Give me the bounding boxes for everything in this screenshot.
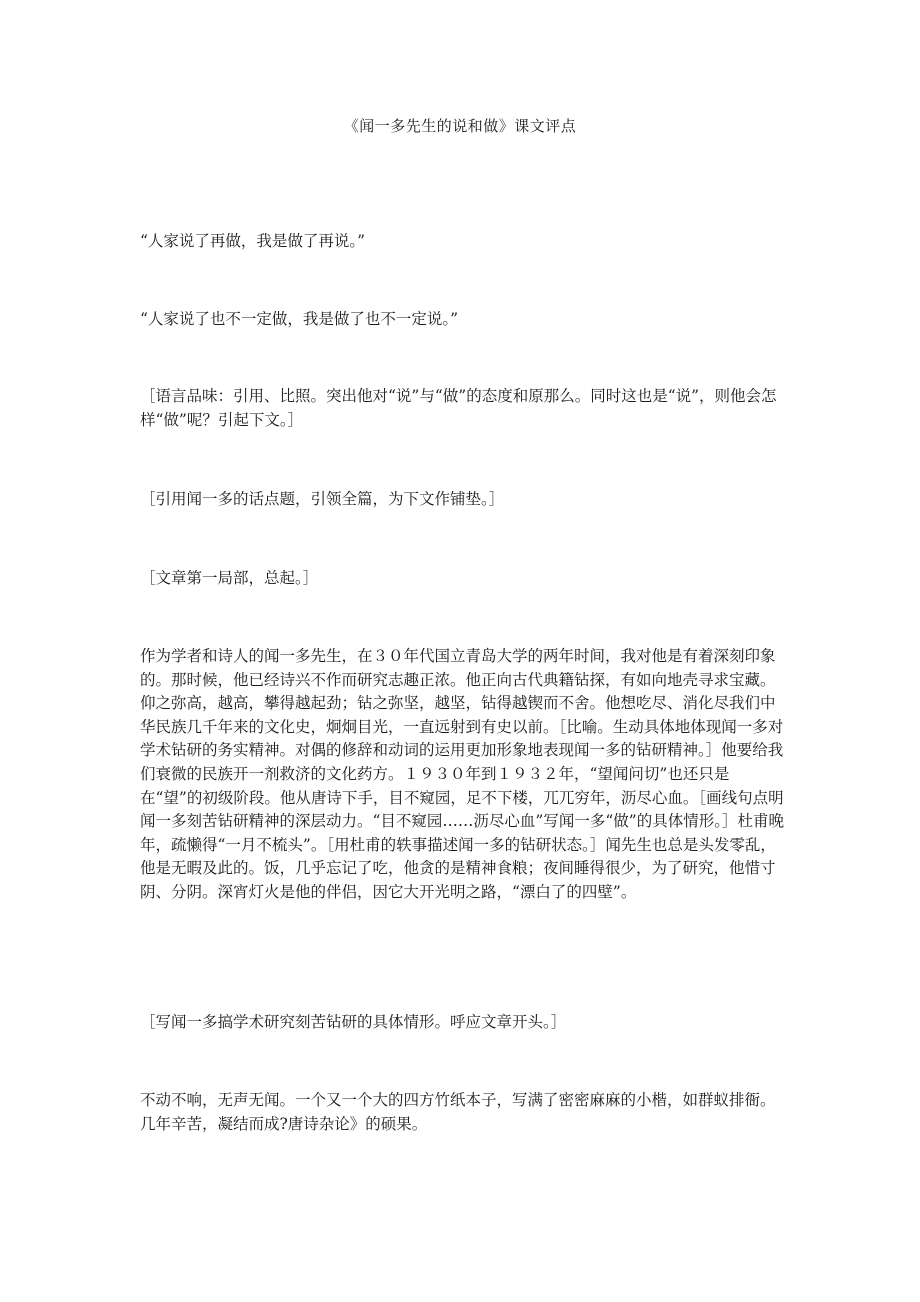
annotation-language: ［语言品味：引用、比照。突出他对“说”与“做”的态度和原那么。同时这也是“说”，则他会怎样“做”呢？引起下文。］ xyxy=(140,387,777,429)
annotation-theme: ［引用闻一多的话点题，引领全篇，为下文作铺垫。］ xyxy=(140,490,505,508)
annotation-section: ［文章第一局部，总起。］ xyxy=(140,569,319,587)
quote-paragraph-1: “人家说了再做，我是做了再说。” xyxy=(140,232,366,250)
body-paragraph-main: 作为学者和诗人的闻一多先生，在３０年代国立青岛大学的两年时间，我对他是有着深刻印象的。那时候，他已经诗兴不作而研究志趣正浓。他正向古代典籍钻探，有如向地壳寻求宝藏。仰之弥高，越高，攀得越起劲；钻之弥坚，越坚，钻得越锲而不舍。他想吃尽、消化尽我们中华民族几千年来的文化史，炯炯目光，一直远射到有史以前。［比喻。生动具体地体现闻一多对学术钻研的务实精神。对偶的修辞和动词的运用更加形象地表现闻一多的钻研精神。］他要给我们衰微的民族开一剂救济的文化药方。１９３０年到１９３２年，“望闻问切”也还只是在“望”的初级阶段。他从唐诗下手，目不窥园，足不下楼，兀兀穷年，沥尽心血。［画线句点明闻一多刻苦钻研精神的深层动力。“目不窥园……沥尽心血”写闻一多“做”的具体情形。］杜甫晚年，疏懒得“一月不梳头”。［用杜甫的轶事描述闻一多的钻研状态。］闻先生也总是头发零乱，他是无暇及此的。饭，几乎忘记了吃，他贪的是精神食粮；夜间睡得很少，为了研究，他惜寸阴、分阴。深宵灯火是他的伴侣，因它大开光明之路，“漂白了的四壁”。 xyxy=(140,647,784,901)
annotation-research: ［写闻一多搞学术研究刻苦钻研的具体情形。呼应文章开头。］ xyxy=(140,1013,567,1031)
document-title: 《闻一多先生的说和做》课文评点 xyxy=(343,117,577,135)
quote-paragraph-2: “人家说了也不一定做，我是做了也不一定说。” xyxy=(140,310,459,328)
body-paragraph-closing: 不动不响，无声无闻。一个又一个大的四方竹纸本子，写满了密密麻麻的小楷，如群蚁排衙。几年辛苦，凝结而成?唐诗杂论》的硕果。 xyxy=(140,1091,776,1133)
